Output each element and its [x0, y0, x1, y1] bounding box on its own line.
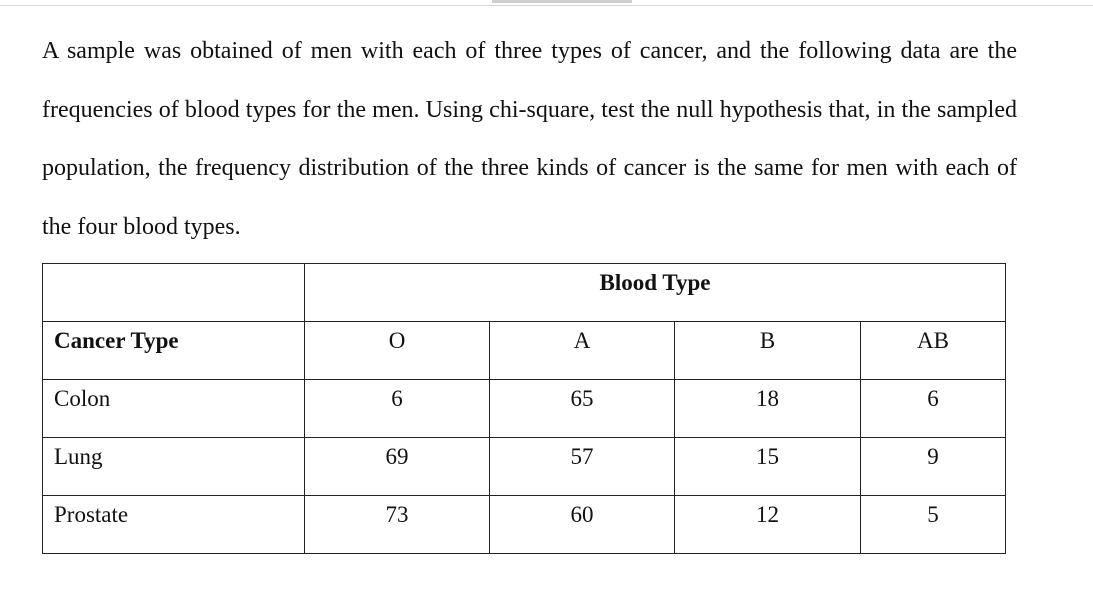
table-corner-cell	[43, 264, 305, 322]
column-header-b: B	[675, 322, 861, 380]
cancer-type-header: Cancer Type	[43, 322, 305, 380]
table-cell: 5	[861, 496, 1006, 554]
blood-type-table	[42, 263, 1006, 554]
table-cell: 15	[675, 438, 861, 496]
table-cell: 18	[675, 380, 861, 438]
blood-type-header: Blood Type	[305, 264, 1006, 322]
row-label: Colon	[43, 380, 305, 438]
table-cell: 65	[490, 380, 675, 438]
row-label: Prostate	[43, 496, 305, 554]
table-cell: 6	[861, 380, 1006, 438]
top-divider	[0, 5, 1093, 6]
table-cell: 57	[490, 438, 675, 496]
table-row	[43, 438, 1006, 496]
window-tab-strip	[492, 0, 632, 3]
table-cell: 69	[305, 438, 490, 496]
table-column-header-row	[43, 322, 1006, 380]
column-header-a: A	[490, 322, 675, 380]
table-cell: 73	[305, 496, 490, 554]
problem-text: A sample was obtained of men with each of three types of cancer, and the following data are the frequencies of blood types for the men. Using chi-square, test the null hypothesis that, in the sampled population, the frequency distribution of the three kinds of cancer is the same for men with each of the four blood types.	[42, 38, 1017, 240]
table-cell: 60	[490, 496, 675, 554]
column-header-o: O	[305, 322, 490, 380]
table-cell: 6	[305, 380, 490, 438]
column-header-ab: AB	[861, 322, 1006, 380]
table-cell: 9	[861, 438, 1006, 496]
table-group-header-row	[43, 264, 1006, 322]
row-label: Lung	[43, 438, 305, 496]
table-row	[43, 496, 1006, 554]
table-cell: 12	[675, 496, 861, 554]
table-row	[43, 380, 1006, 438]
